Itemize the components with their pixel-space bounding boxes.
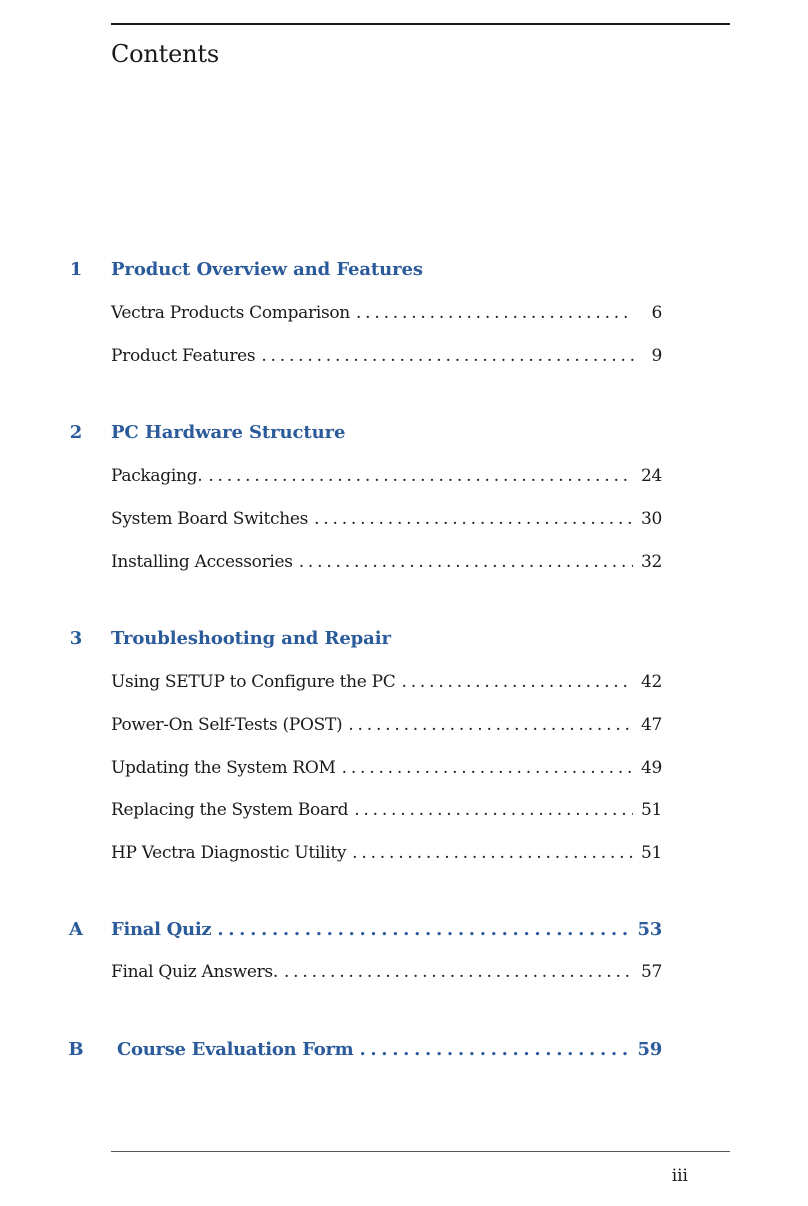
toc-entry-page: 24 (640, 466, 662, 486)
toc-entry-title: Using SETUP to Configure the PC (111, 672, 396, 692)
chapter-number: 2 (69, 422, 83, 443)
dot-leader (354, 800, 633, 820)
appendix-title: Final Quiz (111, 919, 212, 940)
toc-entry-title: Product Features (111, 346, 256, 366)
page-title: Contents (111, 40, 219, 68)
bottom-rule (111, 1151, 730, 1152)
toc-entry[interactable] (0, 509, 808, 552)
appendix-page: 59 (637, 1039, 662, 1060)
chapter-number: 3 (69, 628, 83, 649)
toc-entry[interactable] (0, 843, 808, 886)
toc-entry-title: Final Quiz Answers. (111, 962, 278, 982)
dot-leader (284, 962, 633, 982)
dot-leader (261, 346, 634, 366)
top-rule (111, 23, 730, 25)
appendix-letter: A (69, 919, 83, 940)
dot-leader (314, 509, 633, 529)
toc-entry-title: Vectra Products Comparison (111, 303, 350, 323)
toc-entry[interactable] (0, 800, 808, 843)
toc-entry[interactable] (0, 466, 808, 509)
toc-entry-title: Packaging. (111, 466, 203, 486)
toc-entry-page: 9 (651, 346, 662, 366)
toc-entry-page: 57 (640, 962, 662, 982)
toc-entry-title: HP Vectra Diagnostic Utility (111, 843, 347, 863)
appendix-page: 53 (637, 919, 662, 940)
toc-entry-page: 47 (640, 715, 662, 735)
toc-entry[interactable] (0, 346, 808, 389)
page-number: iii (671, 1166, 688, 1186)
toc-entry-title: Updating the System ROM (111, 758, 336, 778)
chapter-title[interactable]: Product Overview and Features (111, 259, 423, 280)
toc-entry-title: Power-On Self-Tests (POST) (111, 715, 343, 735)
dot-leader (299, 552, 633, 572)
dot-leader (359, 1039, 629, 1060)
dot-leader (217, 919, 629, 940)
toc-entry[interactable] (0, 672, 808, 715)
toc-entry-title: Replacing the System Board (111, 800, 349, 820)
toc-entry-page: 51 (640, 800, 662, 820)
dot-leader (348, 715, 633, 735)
toc-entry[interactable] (0, 303, 808, 346)
chapter-1 (0, 259, 808, 366)
toc-entry-page: 6 (651, 303, 662, 323)
toc-entry-title: System Board Switches (111, 509, 309, 529)
dot-leader (342, 758, 633, 778)
toc-entry-title: Installing Accessories (111, 552, 293, 572)
appendix-heading-row[interactable] (117, 1039, 662, 1060)
chapter-3 (0, 628, 808, 863)
toc-entry-page: 42 (640, 672, 662, 692)
appendix-title: Course Evaluation Form (117, 1039, 354, 1060)
dot-leader (356, 303, 634, 323)
chapter-number: 1 (69, 259, 83, 280)
chapter-title[interactable]: PC Hardware Structure (111, 422, 346, 443)
dot-leader (352, 843, 633, 863)
toc-entry-page: 51 (640, 843, 662, 863)
toc-entry-page: 32 (640, 552, 662, 572)
toc-entry[interactable] (0, 715, 808, 758)
dot-leader (208, 466, 633, 486)
toc-entry-page: 30 (640, 509, 662, 529)
appendix-b (0, 1039, 808, 1069)
toc-entry-page: 49 (640, 758, 662, 778)
toc-entry[interactable] (0, 552, 808, 595)
appendix-a (0, 919, 808, 982)
chapter-title[interactable]: Troubleshooting and Repair (111, 628, 391, 649)
appendix-heading-row[interactable] (111, 919, 662, 940)
dot-leader (402, 672, 633, 692)
toc-entry[interactable] (0, 758, 808, 801)
toc-entry[interactable] (0, 962, 808, 1005)
chapter-2 (0, 422, 808, 572)
appendix-letter: B (68, 1039, 84, 1060)
